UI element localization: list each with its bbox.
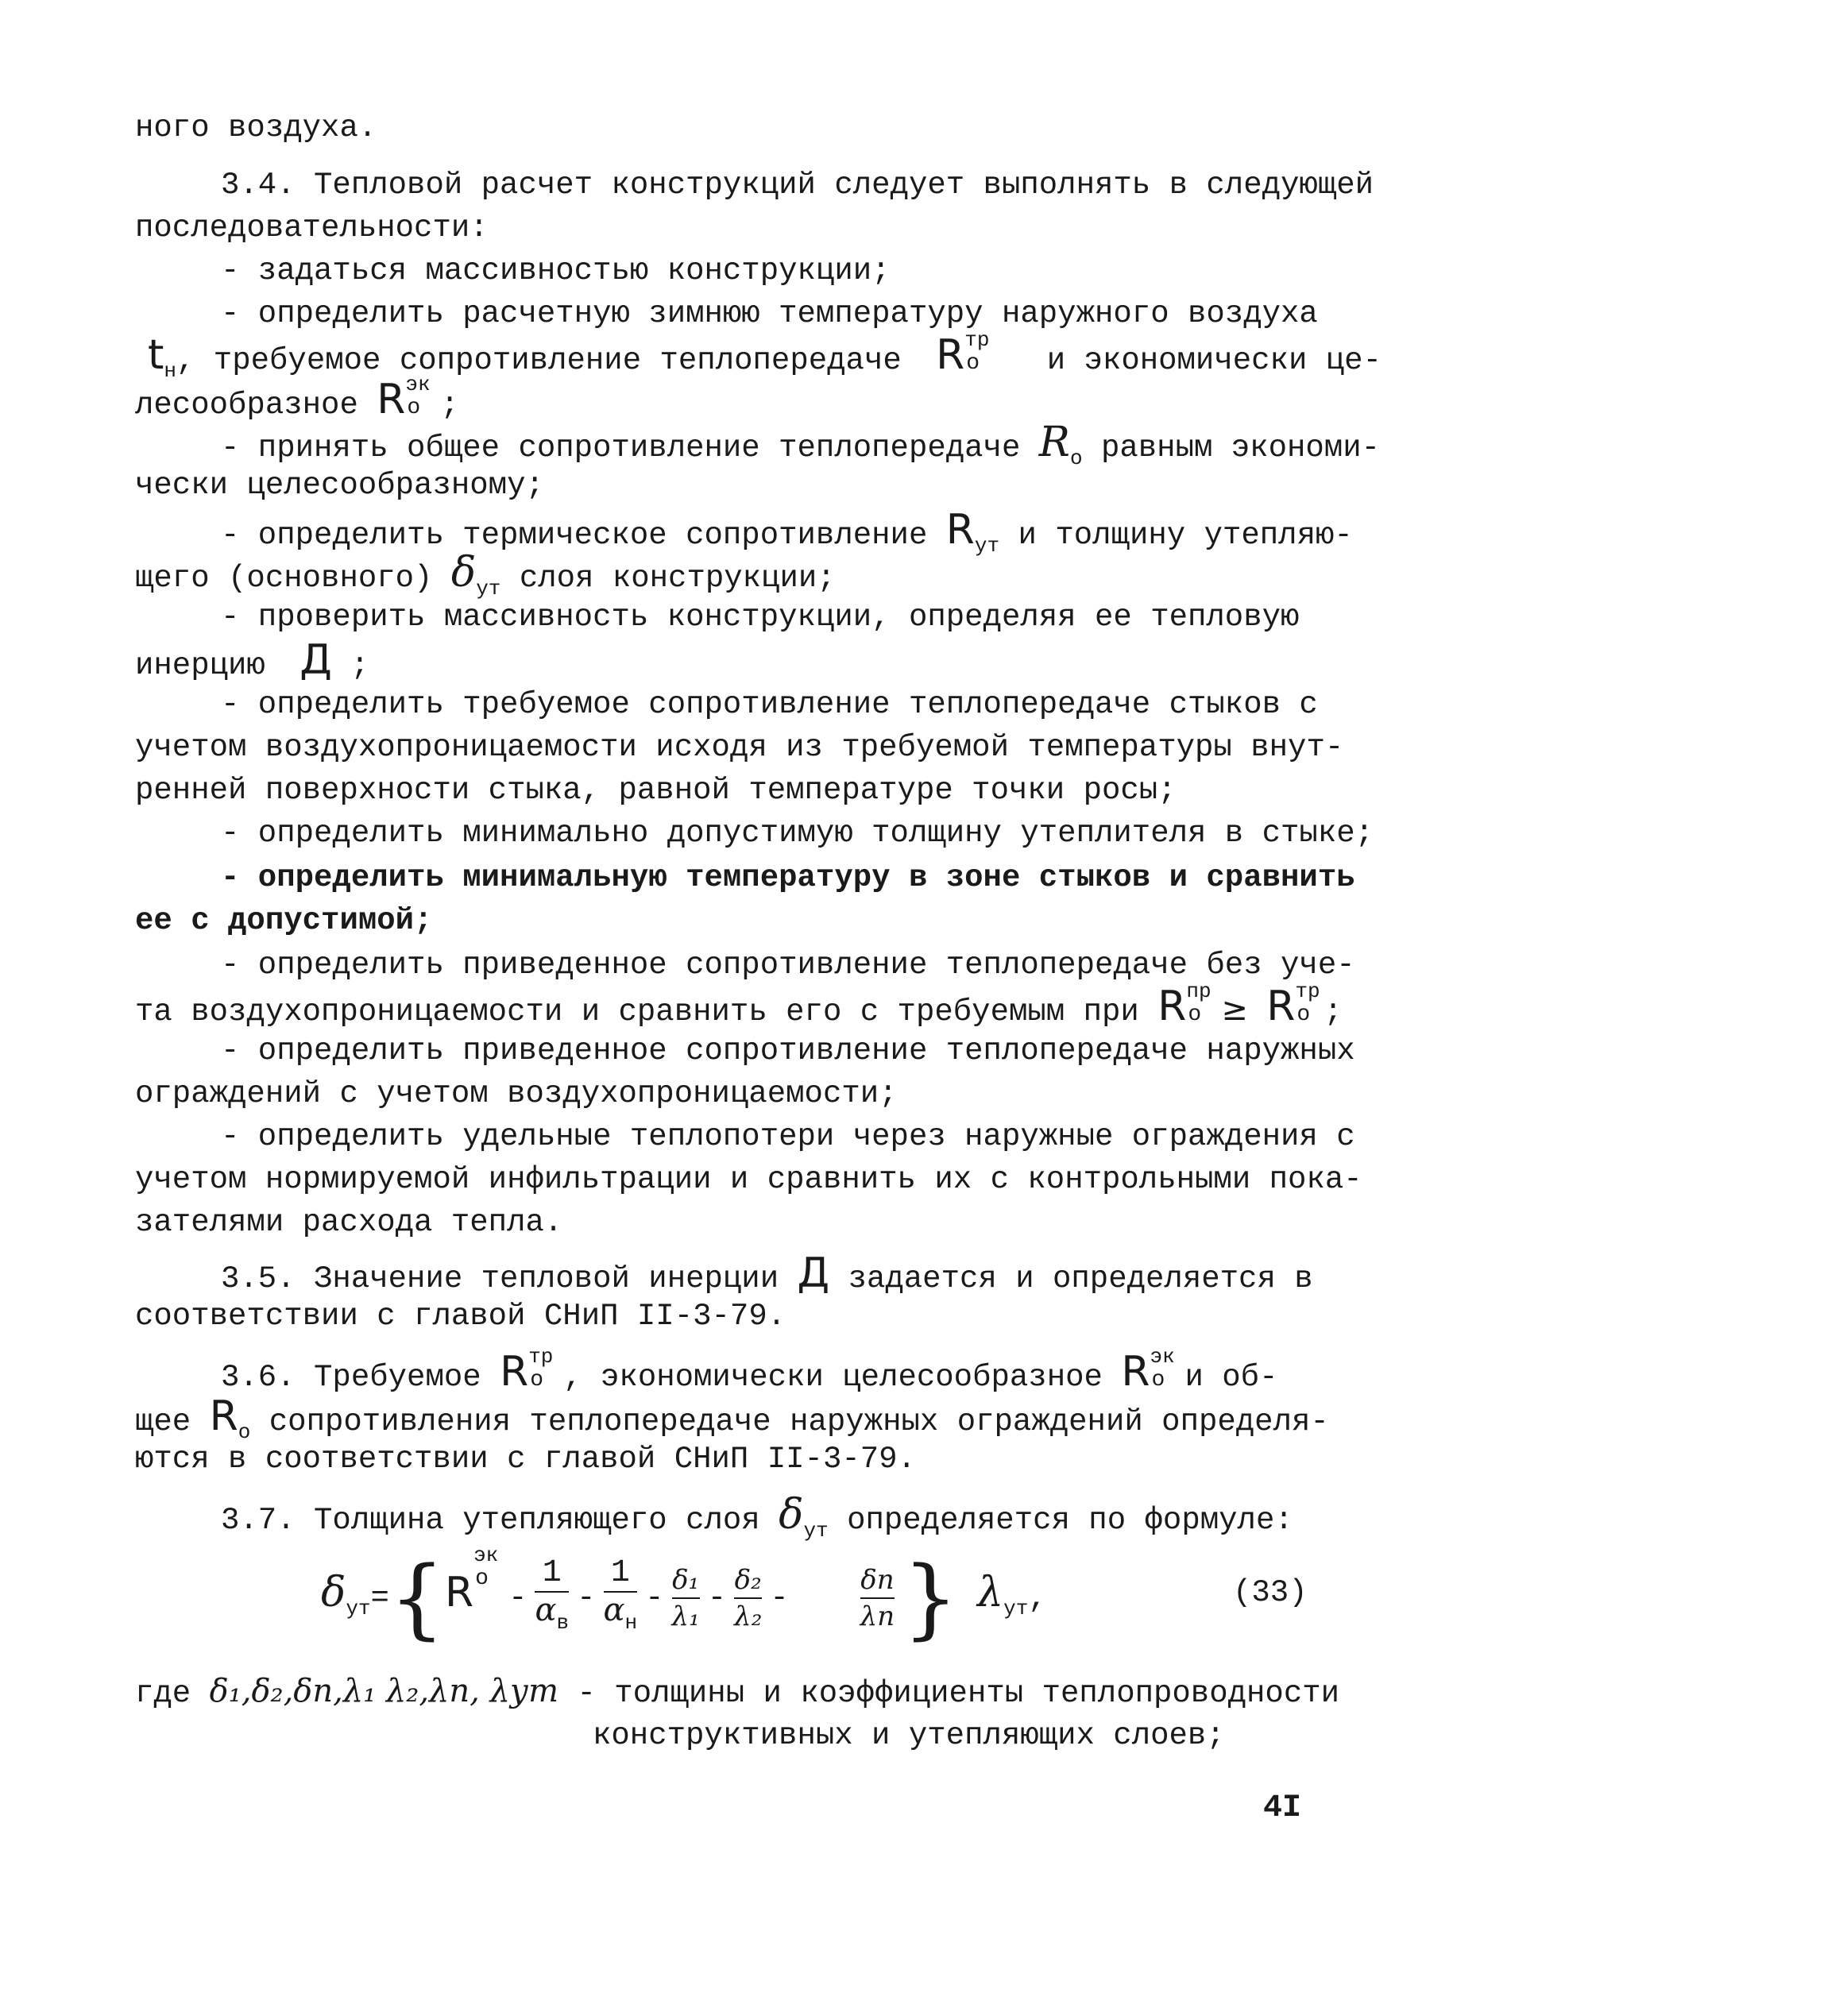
- text-line: инерцию Д ;: [135, 636, 369, 684]
- where-line: где δ₁,δ₂,δn,λ₁ λ₂,λn, λут - толщины и коэффициенты теплопроводности: [135, 1673, 1340, 1711]
- list-item: - определить приведенное сопротивление теплопередаче без уче-: [221, 948, 1355, 983]
- text-line: лесообразное R эк о ;: [135, 373, 459, 423]
- list-item: - проверить массивность конструкции, определяя ее тепловую: [221, 600, 1300, 635]
- text-line: та воздухопроницаемости и сравнить его с требуемым при R пр о ≥ R тр о ;: [135, 979, 1343, 1030]
- text-line: зателями расхода тепла.: [135, 1205, 563, 1240]
- paragraph-3-6: 3.6. Требуемое R тр о , экономически целесообразное R эк о и об-: [221, 1345, 1278, 1396]
- text-line: ются в соответствии с главой СНиП II-3-79.: [135, 1442, 916, 1477]
- list-item: - определить требуемое сопротивление теплопередаче стыков с: [221, 687, 1318, 722]
- text-line: последовательности:: [135, 210, 489, 245]
- text-line: щее $R_о$ сопротивления теплопередаче наружных ограждений определя-: [135, 1392, 1329, 1444]
- text-line: щего (основного) $\delta_{ут}$ слоя конструкции;: [135, 549, 836, 601]
- text-line: соответствии с главой СНиП II-3-79.: [135, 1299, 786, 1334]
- paragraph-3-5: 3.5. Значение тепловой инерции Д задается и определяется в: [221, 1249, 1313, 1297]
- formula-33: $\delta_{ут}=\{R$ эк о - $\frac{1}{\alpha_в}$ - $\frac{1}{\alpha_н}$ - $\frac{\text{δ₁}}{\text{λ₁}}$ - $\frac{\text{δ₂}}{\text{λ₂}}$ - $\frac{\delta n}{\lambda n}$ } $\lambda_{ут}$,: [321, 1543, 1047, 1649]
- list-item: - принять общее сопротивление теплопередаче $R_о$ равным экономи-: [221, 419, 1381, 470]
- paragraph-3-4: 3.4. Тепловой расчет конструкций следует выполнять в следующей: [221, 168, 1374, 203]
- text-line: ного воздуха.: [135, 110, 377, 145]
- text-line: ренней поверхности стыка, равной температуре точки росы;: [135, 773, 1177, 808]
- formula-number: (33): [1233, 1575, 1308, 1610]
- text-line: учетом нормируемой инфильтрации и сравнить их с контрольными пока-: [135, 1162, 1362, 1197]
- list-item: - определить приведенное сопротивление теплопередаче наружных: [221, 1033, 1355, 1068]
- text-line: $t_н$, требуемое сопротивление теплопередаче R тр о и экономически це-: [148, 328, 1382, 383]
- paragraph-3-7: 3.7. Толщина утепляющего слоя $\delta_{ут}$ определяется по формуле:: [221, 1491, 1293, 1543]
- text-line: ограждений с учетом воздухопроницаемости;: [135, 1076, 898, 1111]
- list-item: - определить термическое сопротивление $R_{ут}$ и толщину утепляю-: [221, 506, 1353, 558]
- list-item: - определить расчетную зимнюю температуру наружного воздуха: [221, 296, 1318, 331]
- list-item: - задаться массивностью конструкции;: [221, 253, 891, 288]
- list-item: - определить удельные теплопотери через наружные ограждения с: [221, 1119, 1355, 1154]
- list-item: - определить минимальную температуру в зоне стыков и сравнить: [221, 860, 1355, 895]
- text-line: чески целесообразному;: [135, 468, 544, 503]
- text-line: конструктивных и утепляющих слоев;: [593, 1718, 1225, 1753]
- text-line: ее с допустимой;: [135, 903, 433, 938]
- list-item: - определить минимально допустимую толщину утеплителя в стыке;: [221, 816, 1374, 851]
- text-line: учетом воздухопроницаемости исходя из требуемой температуры внут-: [135, 730, 1344, 765]
- page-number: 4I: [1263, 1790, 1302, 1826]
